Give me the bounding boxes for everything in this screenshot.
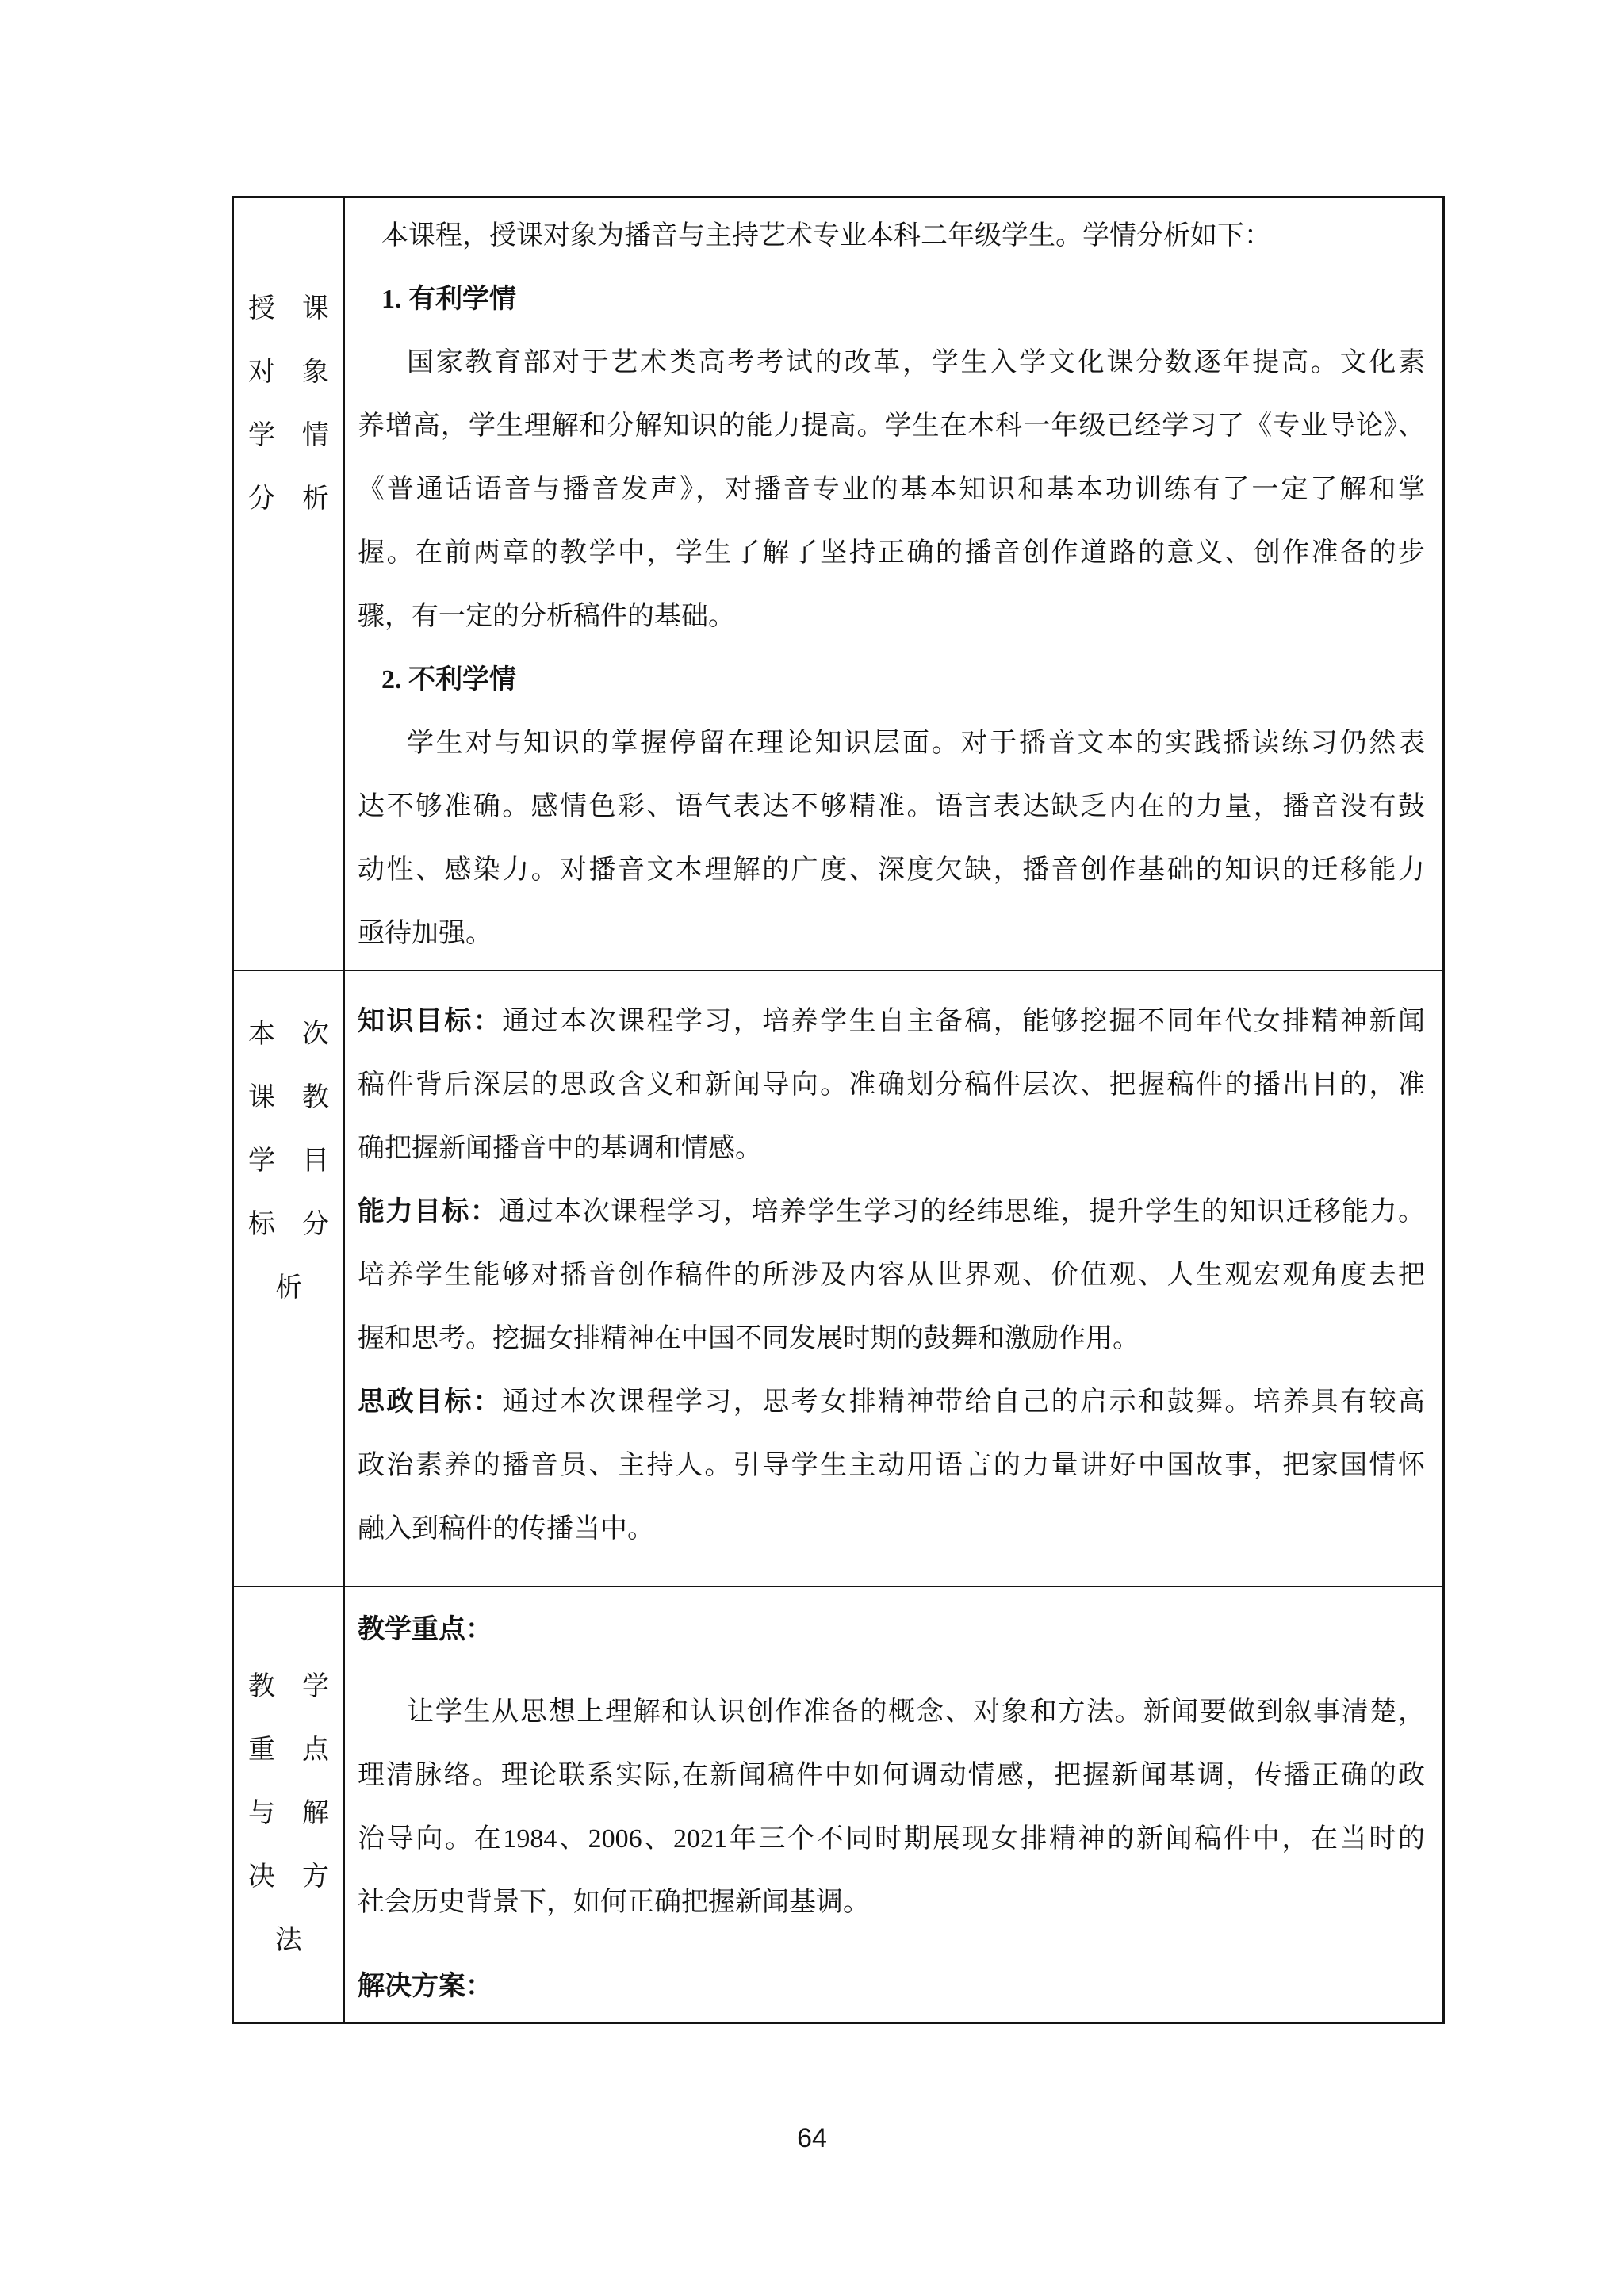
bold-text-run: 教学重点： [358,1615,492,1644]
text-line [358,1434,1425,1498]
row-header-label-line: 本 次 [248,1020,329,1049]
text-line [358,1054,1425,1117]
text-line [358,839,1425,902]
text-line [358,1955,1425,2019]
text-line [358,1681,1425,1744]
text-line [358,1307,1425,1371]
row-header-label-line: 决 方 [248,1862,329,1892]
row-content-cell [345,971,1442,1586]
bold-text-run: 解决方案： [358,1972,492,2001]
row-header-cell [234,198,345,970]
text-line [358,1498,1425,1561]
text-line [358,1871,1425,1934]
row-header-label-line: 课 教 [248,1083,329,1112]
text-line [358,712,1425,775]
text-line [358,585,1425,649]
bold-text-run: 1. 有利学情 [381,285,516,314]
row-header-label-line: 学 目 [248,1146,329,1176]
table-row-audience-learning-analysis [234,198,1442,970]
row-header-cell [234,971,345,1586]
text-run: 确把握新闻播音中的基调和情感。 [358,1134,762,1163]
text-run: 养增高，学生理解和分解知识的能力提高。学生在本科一年级已经学习了《专业导论》、 [358,411,1425,441]
text-line [358,522,1425,585]
row-header-label-line: 分 析 [248,484,329,514]
text-run: 达不够准确。感情色彩、语气表达不够精准。语言表达缺乏内在的力量，播音没有鼓 [358,792,1425,821]
text-line [358,205,1425,268]
text-run: 握。在前两章的教学中，学生了解了坚持正确的播音创作道路的意义、创作准备的步 [358,538,1425,568]
bold-text-run: 思政目标： [358,1387,503,1417]
text-line [358,649,1425,712]
text-run: 通过本次课程学习，思考女排精神带给自己的启示和鼓舞。培养具有较高 [502,1387,1425,1417]
text-line [358,1181,1425,1244]
table-row-key-points-and-solutions [234,1586,1442,2022]
text-line [358,1371,1425,1434]
text-run: 通过本次课程学习，培养学生自主备稿，能够挖掘不同年代女排精神新闻 [502,1007,1425,1036]
text-line [358,990,1425,1054]
text-run: 培养学生能够对播音创作稿件的所涉及内容从世界观、价值观、人生观宏观角度去把 [358,1261,1425,1290]
text-line [358,775,1425,839]
text-run: 稿件背后深层的思政含义和新闻导向。准确划分稿件层次、把握稿件的播出目的，准 [358,1070,1425,1100]
text-line [358,331,1425,395]
bold-text-run: 2. 不利学情 [381,665,516,695]
text-run: 骤，有一定的分析稿件的基础。 [358,602,735,631]
page-number: 64 [797,2123,827,2153]
row-header-label-line: 标 分 [248,1210,329,1239]
text-run: 融入到稿件的传播当中。 [358,1514,654,1544]
text-run: 通过本次课程学习，培养学生学习的经纬思维，提升学生的知识迁移能力。 [498,1197,1425,1226]
row-header-label-line: 学 情 [248,421,329,450]
text-line [358,1744,1425,1808]
text-line [358,395,1425,458]
text-run: 亟待加强。 [358,919,492,948]
text-run: 《普通话语音与播音发声》，对播音专业的基本知识和基本功训练有了一定了解和掌 [358,475,1425,504]
text-run: 理清脉络。理论联系实际,在新闻稿件中如何调动情感，把握新闻基调，传播正确的政 [358,1761,1425,1790]
row-header-label-line: 对 象 [248,358,329,387]
row-content-cell [345,1587,1442,2022]
text-line [358,1117,1425,1181]
text-run: 学生对与知识的掌握停留在理论知识层面。对于播音文本的实践播读练习仍然表 [407,729,1425,758]
text-line [358,902,1425,966]
text-run: 政治素养的播音员、主持人。引导学生主动用语言的力量讲好中国故事，把家国情怀 [358,1451,1425,1480]
text-line [358,458,1425,522]
text-run: 让学生从思想上理解和认识创作准备的概念、对象和方法。新闻要做到叙事清楚， [407,1697,1425,1727]
table-row-teaching-objectives-analysis [234,970,1442,1586]
row-content-cell [345,198,1442,970]
text-run: 本课程，授课对象为播音与主持艺术专业本科二年级学生。学情分析如下： [381,221,1271,251]
text-run: 动性、感染力。对播音文本理解的广度、深度欠缺，播音创作基础的知识的迁移能力 [358,855,1425,885]
text-run: 国家教育部对于艺术类高考考试的改革，学生入学文化课分数逐年提高。文化素 [407,348,1425,377]
row-header-label-line: 授 课 [248,294,329,323]
row-header-label-line: 析 [275,1273,302,1303]
text-line [358,1598,1425,1662]
row-header-label-line: 重 点 [248,1735,329,1765]
row-header-label-line: 法 [275,1926,302,1955]
row-header-label-line: 与 解 [248,1799,329,1828]
lesson-plan-table [232,196,1445,2024]
text-run: 治导向。在1984、2006、2021年三个不同时期展现女排精神的新闻稿件中，在当时的 [358,1824,1425,1854]
row-header-label-line: 教 学 [248,1672,329,1701]
text-line [358,268,1425,331]
bold-text-run: 知识目标： [358,1007,503,1036]
text-line [358,1808,1425,1871]
text-line [358,1244,1425,1307]
text-run: 握和思考。挖掘女排精神在中国不同发展时期的鼓舞和激励作用。 [358,1324,1139,1353]
row-header-cell [234,1587,345,2022]
bold-text-run: 能力目标： [358,1197,499,1226]
text-run: 社会历史背景下，如何正确把握新闻基调。 [358,1888,870,1917]
